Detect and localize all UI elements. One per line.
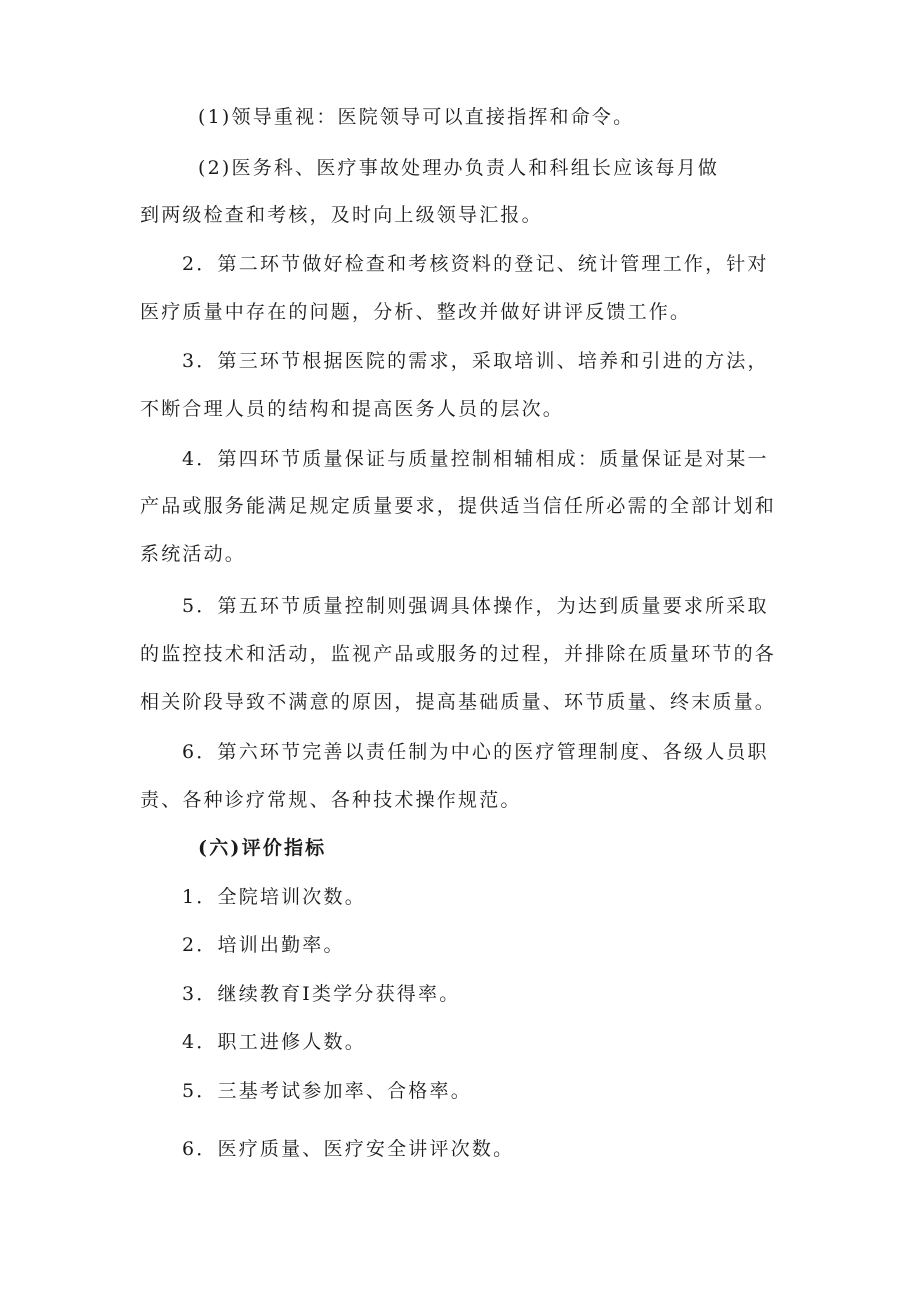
list-item-6: 6．医疗质量、医疗安全讲评次数。 <box>182 1138 515 1160</box>
para-line-1: (1)领导重视：医院领导可以直接指挥和命令。 <box>198 106 635 128</box>
para-line-6: 3．第三环节根据医院的需求，采取培训、培养和引进的方法， <box>182 350 769 372</box>
para-line-9: 产品或服务能满足规定质量要求，提供适当信任所必需的全部计划和 <box>140 495 777 517</box>
para-line-7: 不断合理人员的结构和提高医务人员的层次。 <box>140 398 565 420</box>
para-line-11: 5．第五环节质量控制则强调具体操作，为达到质量要求所采取 <box>182 595 769 617</box>
list-item-1: 1．全院培训次数。 <box>182 886 366 908</box>
para-line-15: 责、各种诊疗常规、各种技术操作规范。 <box>140 789 522 811</box>
para-line-3: 到两级检查和考核，及时向上级领导汇报。 <box>140 204 543 226</box>
section-heading: (六)评价指标 <box>198 837 327 859</box>
list-item-5: 5．三基考试参加率、合格率。 <box>182 1080 472 1102</box>
para-line-4: 2．第二环节做好检查和考核资料的登记、统计管理工作，针对 <box>182 253 769 275</box>
para-line-10: 系统活动。 <box>140 543 247 565</box>
list-item-4: 4．职工进修人数。 <box>182 1031 366 1053</box>
para-line-2: (2)医务科、医疗事故处理办负责人和科组长应该每月做 <box>198 157 720 179</box>
para-line-5: 医疗质量中存在的问题，分析、整改并做好讲评反馈工作。 <box>140 301 692 323</box>
list-item-2: 2．培训出勤率。 <box>182 934 345 956</box>
para-line-13: 相关阶段导致不满意的原因，提高基础质量、环节质量、终末质量。 <box>140 691 777 713</box>
para-line-12: 的监控技术和活动，监视产品或服务的过程，并排除在质量环节的各 <box>140 643 777 665</box>
para-line-8: 4．第四环节质量保证与质量控制相辅相成：质量保证是对某一 <box>182 448 769 470</box>
para-line-14: 6．第六环节完善以责任制为中心的医疗管理制度、各级人员职 <box>182 741 769 763</box>
list-item-3: 3．继续教育Ⅰ类学分获得率。 <box>182 983 461 1005</box>
